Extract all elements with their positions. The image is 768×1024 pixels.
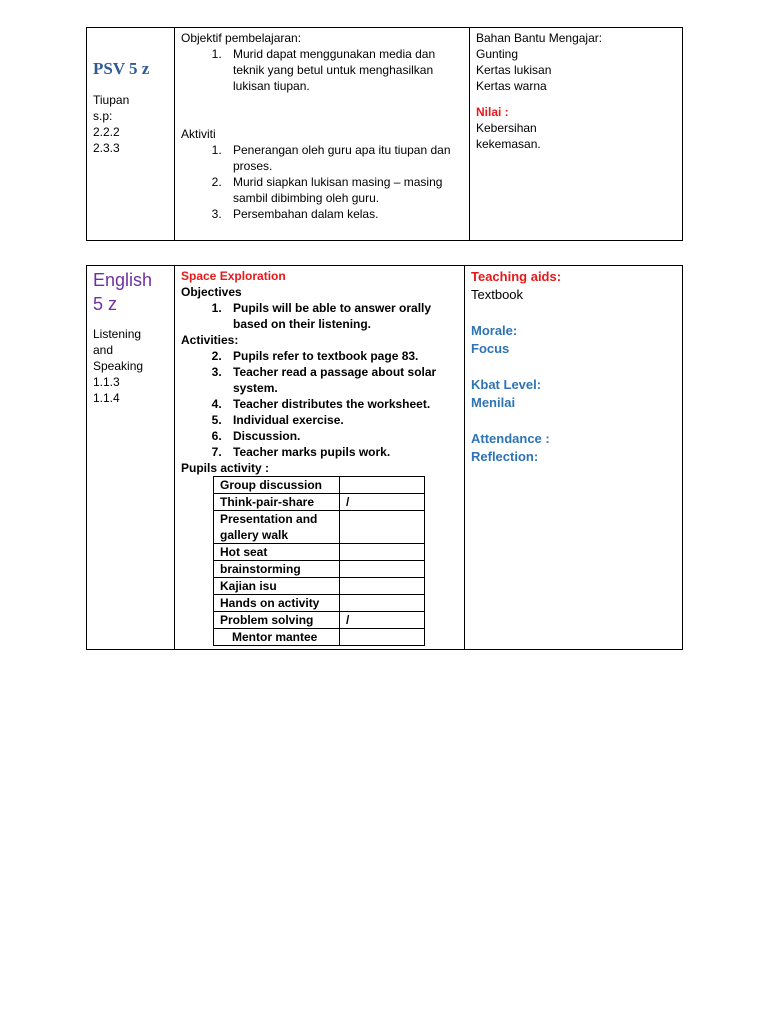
activity-mark [340, 595, 425, 612]
table-row [214, 629, 425, 646]
psv-value: kekemasan. [476, 137, 541, 151]
reflection-label: Reflection: [471, 449, 539, 464]
english-subject-line1: English [93, 270, 153, 290]
list-item: 3. Persembahan dalam kelas. [225, 206, 463, 222]
english-aids-value: Textbook [471, 287, 524, 302]
english-lesson-table [86, 265, 683, 650]
activity-mark [340, 561, 425, 578]
psv-subject: PSV 5 z [93, 59, 150, 78]
table-row [214, 595, 425, 612]
activity-name: Mentor mantee [214, 629, 340, 646]
table-row [214, 494, 425, 511]
kbat-label: Kbat Level: [471, 377, 542, 392]
psv-aids-label: Bahan Bantu Mengajar: [476, 31, 603, 45]
list-item: 2. Pupils refer to textbook page 83. [225, 348, 458, 364]
table-row [214, 612, 425, 629]
list-item: 2. Murid siapkan lukisan masing – masing sambil dibimbing oleh guru. [225, 174, 463, 206]
activity-name: Hot seat [214, 544, 340, 561]
english-aids-label: Teaching aids: [471, 269, 562, 284]
psv-value: Kebersihan [476, 121, 537, 135]
table-row [214, 578, 425, 595]
english-skill: and [93, 343, 114, 357]
english-objective-label: Objectives [181, 285, 242, 299]
table-row [214, 511, 425, 544]
psv-topic: Tiupan [93, 93, 130, 107]
english-content-cell [175, 266, 465, 650]
english-standard: 1.1.4 [93, 391, 120, 405]
psv-objective-label: Objektif pembelajaran: [181, 31, 302, 45]
table-row [214, 561, 425, 578]
pupils-activity-table [213, 476, 425, 646]
english-aids-cell [465, 266, 683, 650]
morale-label: Morale: [471, 323, 518, 338]
activity-name: brainstorming [214, 561, 340, 578]
list-item: 7. Teacher marks pupils work. [225, 444, 458, 460]
psv-standard: 2.2.2 [93, 125, 120, 139]
activity-mark [340, 477, 425, 494]
english-skill: Speaking [93, 359, 144, 373]
english-theme: Space Exploration [181, 269, 286, 283]
psv-activity-list [181, 142, 463, 222]
psv-values-label: Nilai : [476, 105, 509, 119]
activity-mark [340, 544, 425, 561]
pupils-activity-label: Pupils activity : [181, 461, 270, 475]
psv-aid: Kertas warna [476, 79, 547, 93]
activity-mark [340, 511, 425, 544]
list-item: 1. Penerangan oleh guru apa itu tiupan dan proses. [225, 142, 463, 174]
morale-value: Focus [471, 341, 510, 356]
psv-standard: 2.3.3 [93, 141, 120, 155]
psv-sp-label: s.p: [93, 109, 113, 123]
psv-activity-label: Aktiviti [181, 127, 216, 141]
psv-lesson-table [86, 27, 683, 241]
activity-mark [340, 578, 425, 595]
list-item: 1. Pupils will be able to answer orally based on their listening. [225, 300, 458, 332]
activity-name: Think-pair-share [214, 494, 340, 511]
english-standard: 1.1.3 [93, 375, 120, 389]
table-row [214, 477, 425, 494]
english-activity-label: Activities: [181, 333, 239, 347]
psv-aid: Gunting [476, 47, 519, 61]
psv-content-cell [175, 28, 470, 241]
psv-aid: Kertas lukisan [476, 63, 552, 77]
english-objective-list [181, 300, 458, 332]
activity-mark: / [340, 612, 425, 629]
psv-subject-cell [87, 28, 175, 241]
list-item: 4. Teacher distributes the worksheet. [225, 396, 458, 412]
activity-name: Group discussion [214, 477, 340, 494]
attendance-label: Attendance : [471, 431, 550, 446]
activity-mark [340, 629, 425, 646]
english-subject-line2: 5 z [93, 294, 118, 314]
activity-name: Presentation and gallery walk [214, 511, 340, 544]
list-item: 6. Discussion. [225, 428, 458, 444]
activity-name: Kajian isu [214, 578, 340, 595]
psv-objective-list [181, 46, 463, 94]
table-row [214, 544, 425, 561]
activity-mark: / [340, 494, 425, 511]
kbat-value: Menilai [471, 395, 516, 410]
list-item: 5. Individual exercise. [225, 412, 458, 428]
english-subject-cell [87, 266, 175, 650]
english-subject [93, 268, 168, 316]
list-item: 1. Murid dapat menggunakan media dan teknik yang betul untuk menghasilkan lukisan tiupan. [225, 46, 463, 94]
psv-aids-cell [470, 28, 683, 241]
activity-name: Problem solving [214, 612, 340, 629]
english-skill: Listening [93, 327, 142, 341]
activity-name: Hands on activity [214, 595, 340, 612]
list-item: 3. Teacher read a passage about solar system. [225, 364, 458, 396]
english-activity-list [181, 348, 458, 460]
